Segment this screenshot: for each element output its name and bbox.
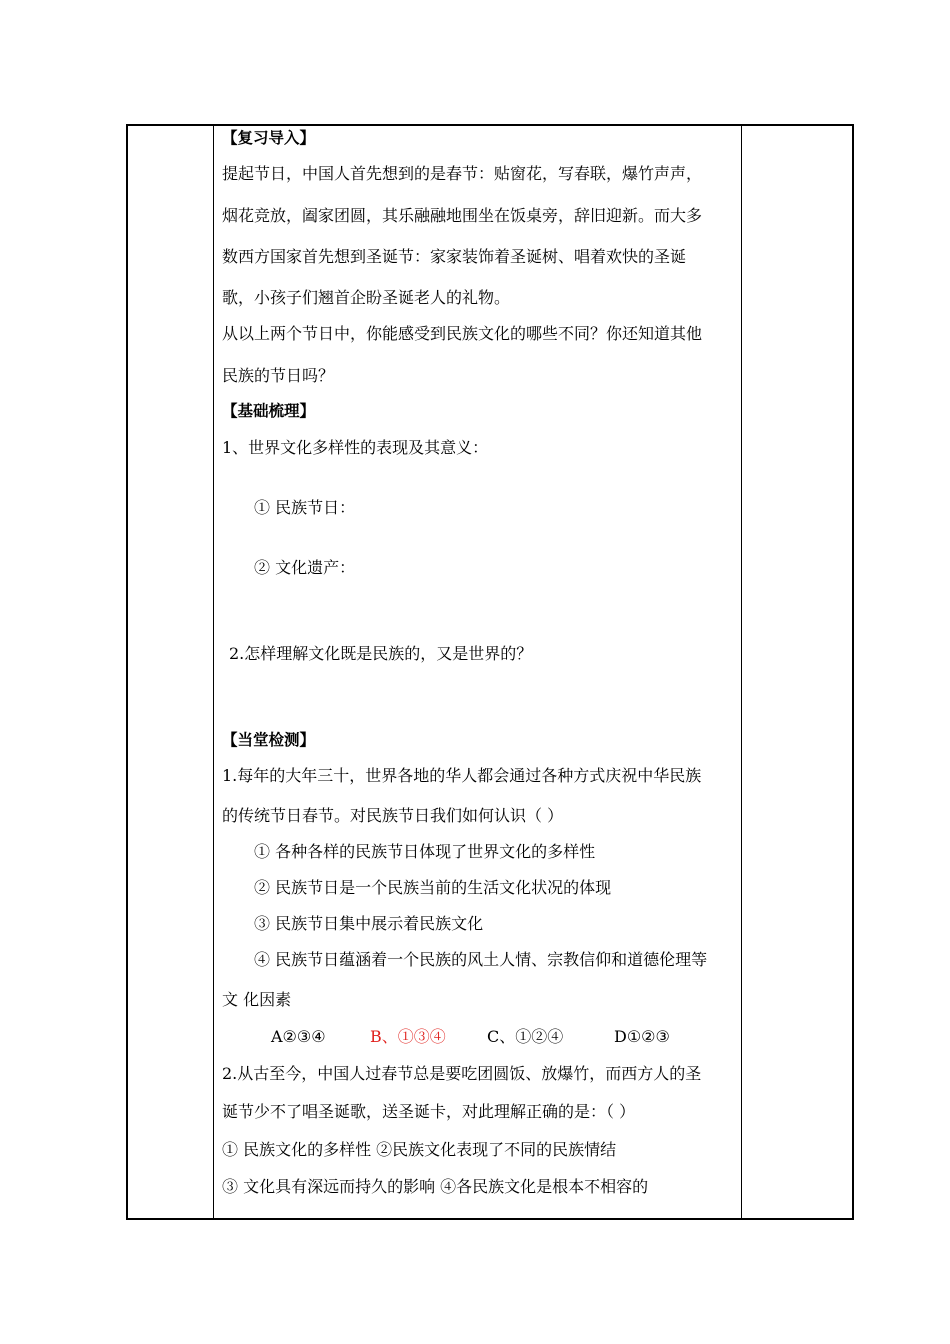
check-q1-item: ② 民族节日是一个民族当前的生活文化状况的体现	[254, 878, 612, 897]
check-q1-line: 的传统节日春节。对民族节日我们如何认识（ ）	[222, 806, 564, 825]
review-line: 从以上两个节日中，你能感受到民族文化的哪些不同？你还知道其他	[222, 324, 703, 343]
check-q1-line: 1.每年的大年三十，世界各地的华人都会通过各种方式庆祝中华民族	[222, 766, 702, 785]
check-q1-item: ④ 民族节日蕴涵着一个民族的风土人情、宗教信仰和道德伦理等	[254, 950, 708, 969]
basics-item-heritage: ② 文化遗产：	[254, 558, 356, 577]
check-q1-option-b-answer: B、①③④	[370, 1027, 446, 1046]
review-line: 烟花竞放，阖家团圆，其乐融融地围坐在饭桌旁，辞旧迎新。而大多	[222, 206, 703, 225]
review-line: 歌，小孩子们翘首企盼圣诞老人的礼物。	[222, 288, 511, 307]
review-line: 提起节日，中国人首先想到的是春节：贴窗花，写春联，爆竹声声，	[222, 164, 703, 183]
check-q2-item: ③ 文化具有深远而持久的影响 ④各民族文化是根本不相容的	[222, 1177, 649, 1196]
check-q1-option-c: C、①②④	[487, 1027, 564, 1046]
check-q1-item-continuation: 文 化因素	[222, 990, 292, 1009]
check-q2-line: 诞节少不了唱圣诞歌，送圣诞卡，对此理解正确的是：（ ）	[222, 1102, 636, 1121]
basics-heading: 【基础梳理】	[222, 402, 316, 420]
check-q2-line: 2.从古至今，中国人过春节总是要吃团圆饭、放爆竹，而西方人的圣	[222, 1064, 702, 1083]
check-q1-item: ① 各种各样的民族节日体现了世界文化的多样性	[254, 842, 596, 861]
basics-item-festival: ① 民族节日：	[254, 498, 356, 517]
column-divider-left	[213, 126, 214, 1218]
check-q1-item: ③ 民族节日集中展示着民族文化	[254, 914, 484, 933]
check-q2-item: ① 民族文化的多样性 ②民族文化表现了不同的民族情结	[222, 1140, 617, 1159]
review-line: 民族的节日吗？	[222, 366, 335, 385]
review-heading: 【复习导入】	[222, 129, 316, 147]
check-q1-option-a: A②③④	[271, 1027, 326, 1046]
basics-question-2: 2.怎样理解文化既是民族的，又是世界的？	[229, 644, 533, 663]
review-line: 数西方国家首先想到圣诞节：家家装饰着圣诞树、唱着欢快的圣诞	[222, 247, 687, 266]
basics-question-1: 1、世界文化多样性的表现及其意义：	[222, 438, 489, 457]
check-q1-option-d: D①②③	[614, 1027, 670, 1046]
column-divider-right	[741, 126, 742, 1218]
check-heading: 【当堂检测】	[222, 731, 316, 749]
